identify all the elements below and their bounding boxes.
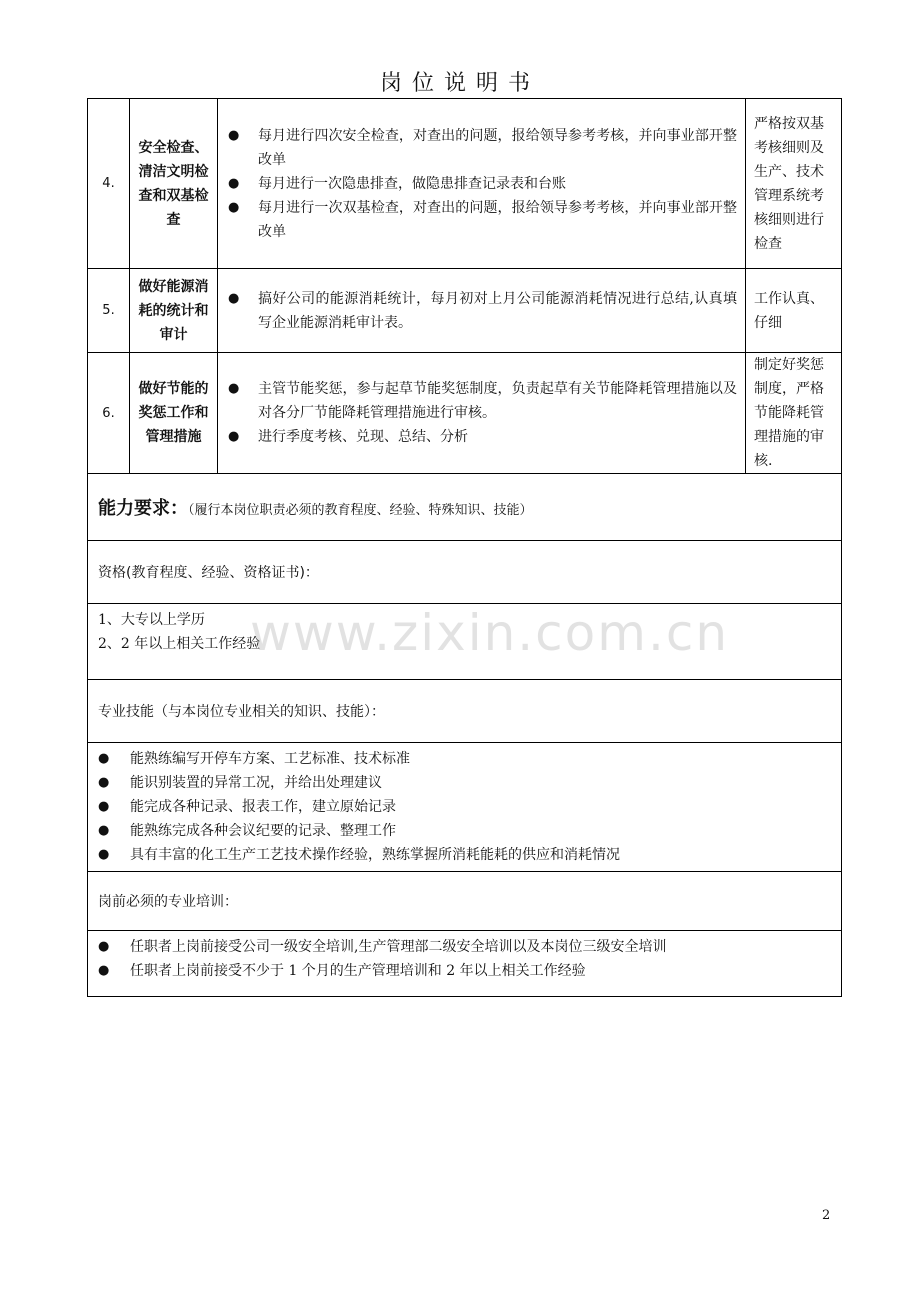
- duty-name: 做好节能的奖惩工作和管理措施: [130, 353, 218, 474]
- list-item: ● 具有丰富的化工生产工艺技术操作经验，熟练掌握所消耗能耗的供应和消耗情况: [98, 843, 831, 867]
- section-heading: 专业技能（与本岗位专业相关的知识、技能）：: [88, 680, 842, 743]
- list-item: ● 能完成各种记录、报表工作，建立原始记录: [98, 795, 831, 819]
- page-title: 岗位说明书: [379, 71, 540, 96]
- skills-section: [88, 680, 842, 743]
- watermark: www.zixin.com.cn: [250, 604, 730, 662]
- bullet-icon: ●: [98, 751, 110, 766]
- training-list: [88, 931, 842, 997]
- list-item: ● 每月进行一次隐患排查，做隐患排查记录表和台账: [228, 172, 737, 196]
- bullet-icon: ●: [98, 799, 110, 814]
- bullet-icon: ●: [228, 175, 240, 191]
- list-item: ● 主管节能奖惩，参与起草节能奖惩制度，负责起草有关节能降耗管理措施以及对各分厂节能降耗管理措施进行审核。: [228, 377, 737, 425]
- bullet-icon: ●: [228, 429, 240, 444]
- job-description-table: [87, 98, 841, 997]
- qualification-list: [88, 604, 842, 680]
- bullet-icon: ●: [98, 775, 110, 790]
- bullet-icon: ●: [228, 381, 240, 396]
- list-item: ● 进行季度考核、兑现、总结、分析: [228, 425, 737, 449]
- training-section: [88, 872, 842, 931]
- section-heading: 岗前必须的专业培训：: [88, 872, 842, 931]
- section-note: （履行本岗位职责必须的教育程度、经验、特殊知识、技能）: [188, 503, 533, 518]
- duty-description: [218, 353, 746, 474]
- duty-number: 6.: [88, 353, 130, 474]
- duty-row: [88, 269, 842, 353]
- bullet-icon: ●: [228, 127, 240, 143]
- ability-section: [88, 474, 842, 541]
- section-heading: 能力要求：: [98, 498, 188, 519]
- bullet-icon: ●: [98, 823, 110, 838]
- list-item: ● 任职者上岗前接受不少于 1 个月的生产管理培训和 2 年以上相关工作经验: [98, 959, 831, 983]
- duty-standard: 制定好奖惩制度，严格节能降耗管理措施的审核.: [746, 353, 842, 474]
- bullet-icon: ●: [98, 963, 110, 978]
- list-item: 1、大专以上学历: [98, 612, 205, 628]
- list-item: 2、2 年以上相关工作经验: [98, 636, 261, 652]
- section-heading: 资格(教育程度、经验、资格证书)：: [88, 541, 842, 604]
- list-item: ● 每月进行一次双基检查，对查出的问题，报给领导参考考核，并向事业部开整改单: [228, 196, 737, 244]
- duty-number: 5.: [88, 269, 130, 353]
- bullet-icon: ●: [98, 939, 110, 954]
- duty-name: 做好能源消耗的统计和审计: [130, 269, 218, 353]
- bullet-icon: ●: [98, 847, 110, 862]
- skills-list: [88, 743, 842, 872]
- list-item: ● 任职者上岗前接受公司一级安全培训,生产管理部二级安全培训以及本岗位三级安全培训: [98, 935, 831, 959]
- duty-description: [218, 269, 746, 353]
- duty-number: 4.: [88, 99, 130, 269]
- qualification-section: [88, 541, 842, 604]
- list-item: ● 能识别装置的异常工况，并给出处理建议: [98, 771, 831, 795]
- duty-row: [88, 353, 842, 474]
- bullet-icon: ●: [228, 290, 240, 306]
- page-number: 2: [822, 1208, 831, 1223]
- duty-standard: 严格按双基考核细则及生产、技术管理系统考核细则进行检查: [746, 99, 842, 269]
- duty-description: [218, 99, 746, 269]
- duty-name: 安全检查、清洁文明检查和双基检查: [130, 99, 218, 269]
- duty-standard: 工作认真、仔细: [746, 269, 842, 353]
- list-item: ● 搞好公司的能源消耗统计，每月初对上月公司能源消耗情况进行总结,认真填写企业能源消耗审计表。: [228, 287, 737, 335]
- duty-row: [88, 99, 842, 269]
- list-item: ● 能熟练编写开停车方案、工艺标准、技术标准: [98, 747, 831, 771]
- list-item: ● 能熟练完成各种会议纪要的记录、整理工作: [98, 819, 831, 843]
- list-item: ● 每月进行四次安全检查，对查出的问题，报给领导参考考核，并向事业部开整改单: [228, 124, 737, 172]
- bullet-icon: ●: [228, 199, 240, 215]
